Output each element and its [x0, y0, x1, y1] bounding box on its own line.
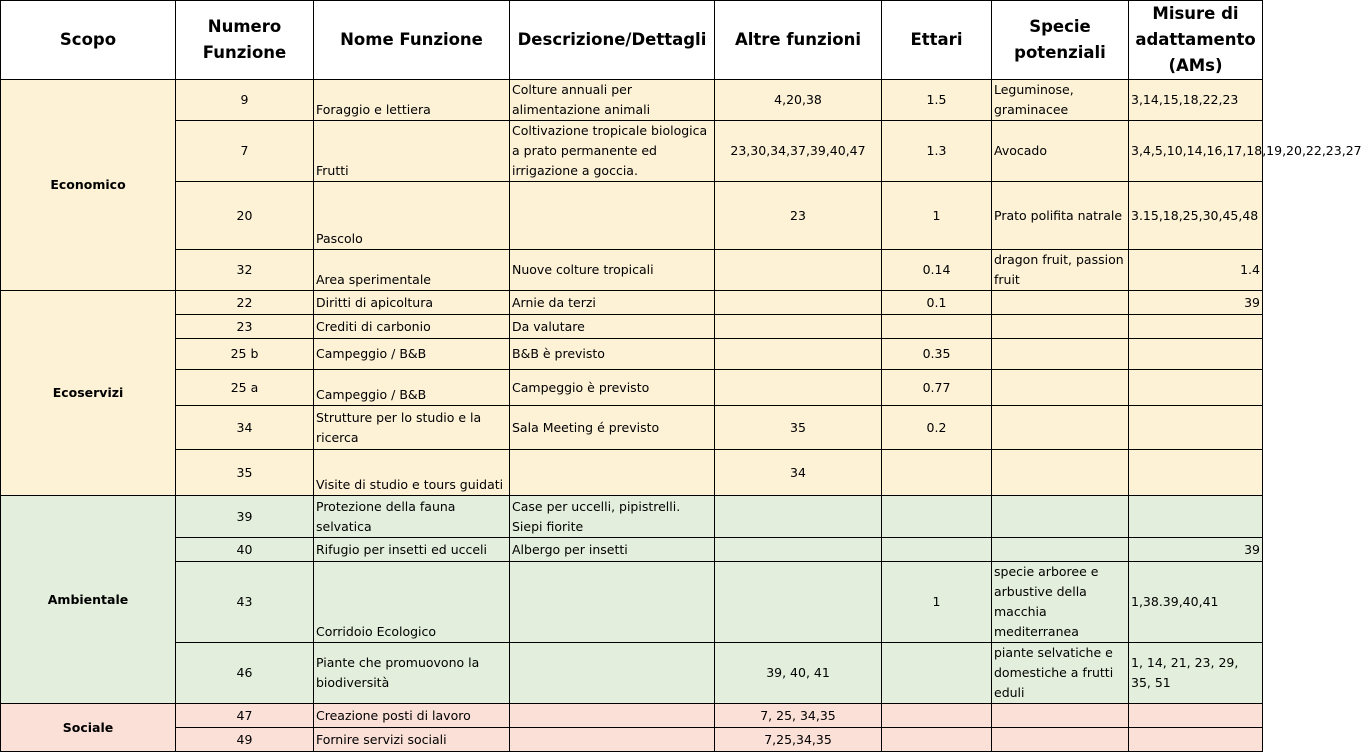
cell-descrizione: Sala Meeting é previsto: [510, 406, 715, 450]
cell-ettari: 1.3: [882, 121, 992, 182]
cell-misure: [1129, 339, 1263, 370]
cell-descrizione: [510, 182, 715, 250]
cell-numero: 25 b: [176, 339, 314, 370]
cell-ettari: [882, 728, 992, 752]
cell-nome: Creazione posti di lavoro: [314, 704, 510, 728]
cell-misure: 3.15,18,25,30,45,48: [1129, 182, 1263, 250]
cell-misure: [1129, 406, 1263, 450]
cell-altre: 7,25,34,35: [715, 728, 882, 752]
cell-numero: 47: [176, 704, 314, 728]
cell-numero: 40: [176, 538, 314, 562]
cell-ettari: 1: [882, 562, 992, 643]
table-row: [1, 250, 1263, 291]
cell-altre: [715, 538, 882, 562]
cell-descrizione: Campeggio è previsto: [510, 370, 715, 406]
cell-specie: [992, 704, 1129, 728]
cell-nome: Campeggio / B&B: [314, 370, 510, 406]
cell-altre: 7, 25, 34,35: [715, 704, 882, 728]
header-descrizione: Descrizione/Dettagli: [510, 1, 715, 80]
cell-descrizione: Albergo per insetti: [510, 538, 715, 562]
cell-numero: 35: [176, 450, 314, 496]
cell-nome: Pascolo: [314, 182, 510, 250]
cell-misure: [1129, 450, 1263, 496]
cell-misure: [1129, 370, 1263, 406]
cell-misure: 3,4,5,10,14,16,17,18,19,20,22,23,27: [1129, 121, 1263, 182]
cell-altre: [715, 370, 882, 406]
table-row: [1, 291, 1263, 315]
cell-altre: 35: [715, 406, 882, 450]
header-row: [1, 1, 1263, 80]
cell-specie: [992, 538, 1129, 562]
cell-nome: Strutture per lo studio e la ricerca: [314, 406, 510, 450]
table-row: [1, 315, 1263, 339]
cell-nome: Foraggio e lettiera: [314, 80, 510, 121]
table-row: [1, 704, 1263, 728]
cell-ettari: 1.5: [882, 80, 992, 121]
cell-nome: Crediti di carbonio: [314, 315, 510, 339]
cell-numero: 34: [176, 406, 314, 450]
header-altre: Altre funzioni: [715, 1, 882, 80]
cell-descrizione: Colture annuali per alimentazione animali: [510, 80, 715, 121]
cell-ettari: 0.14: [882, 250, 992, 291]
table-row: [1, 406, 1263, 450]
cell-misure: 1, 14, 21, 23, 29, 35, 51: [1129, 643, 1263, 704]
table-row: [1, 370, 1263, 406]
cell-numero: 39: [176, 496, 314, 538]
cell-ettari: [882, 643, 992, 704]
cell-specie: piante selvatiche e domestiche a frutti eduli: [992, 643, 1129, 704]
cell-nome: Protezione della fauna selvatica: [314, 496, 510, 538]
cell-descrizione: [510, 562, 715, 643]
cell-specie: [992, 728, 1129, 752]
cell-ettari: 0.1: [882, 291, 992, 315]
cell-nome: Corridoio Ecologico: [314, 562, 510, 643]
cell-ettari: [882, 538, 992, 562]
cell-misure: [1129, 704, 1263, 728]
table-row: [1, 538, 1263, 562]
cell-descrizione: B&B è previsto: [510, 339, 715, 370]
table-row: [1, 182, 1263, 250]
table-row: [1, 496, 1263, 538]
cell-descrizione: Da valutare: [510, 315, 715, 339]
cell-numero: 25 a: [176, 370, 314, 406]
cell-altre: [715, 339, 882, 370]
table-row: [1, 450, 1263, 496]
cell-ettari: [882, 704, 992, 728]
cell-specie: specie arboree e arbustive della macchia mediterranea: [992, 562, 1129, 643]
cell-altre: [715, 315, 882, 339]
table-row: [1, 80, 1263, 121]
group-ecoservizi: Ecoservizi: [1, 291, 176, 496]
table-row: [1, 121, 1263, 182]
cell-ettari: 0.35: [882, 339, 992, 370]
cell-specie: [992, 496, 1129, 538]
cell-misure: [1129, 728, 1263, 752]
cell-descrizione: Arnie da terzi: [510, 291, 715, 315]
cell-descrizione: [510, 450, 715, 496]
cell-altre: 23,30,34,37,39,40,47: [715, 121, 882, 182]
cell-misure: [1129, 496, 1263, 538]
table-row: [1, 643, 1263, 704]
cell-altre: [715, 496, 882, 538]
cell-descrizione: Case per uccelli, pipistrelli. Siepi fiorite: [510, 496, 715, 538]
cell-numero: 20: [176, 182, 314, 250]
cell-ettari: 0.77: [882, 370, 992, 406]
table-row: [1, 562, 1263, 643]
cell-nome: Rifugio per insetti ed ucceli: [314, 538, 510, 562]
cell-descrizione: [510, 704, 715, 728]
cell-misure: 3,14,15,18,22,23: [1129, 80, 1263, 121]
cell-nome: Campeggio / B&B: [314, 339, 510, 370]
cell-nome: Visite di studio e tours guidati: [314, 450, 510, 496]
cell-descrizione: Coltivazione tropicale biologica a prato permanente ed irrigazione a goccia.: [510, 121, 715, 182]
cell-specie: Leguminose, graminacee: [992, 80, 1129, 121]
cell-specie: [992, 291, 1129, 315]
cell-misure: 39: [1129, 538, 1263, 562]
group-sociale: Sociale: [1, 704, 176, 752]
cell-nome: Area sperimentale: [314, 250, 510, 291]
cell-ettari: 1: [882, 182, 992, 250]
cell-altre: [715, 562, 882, 643]
cell-numero: 46: [176, 643, 314, 704]
header-numero: Numero Funzione: [176, 1, 314, 80]
cell-specie: [992, 315, 1129, 339]
cell-specie: [992, 339, 1129, 370]
cell-misure: 1,38.39,40,41: [1129, 562, 1263, 643]
cell-numero: 9: [176, 80, 314, 121]
cell-nome: Fornire servizi sociali: [314, 728, 510, 752]
cell-nome: Frutti: [314, 121, 510, 182]
cell-ettari: 0.2: [882, 406, 992, 450]
header-specie: Specie potenziali: [992, 1, 1129, 80]
cell-specie: [992, 370, 1129, 406]
cell-altre: [715, 291, 882, 315]
cell-altre: 4,20,38: [715, 80, 882, 121]
cell-numero: 32: [176, 250, 314, 291]
cell-misure: [1129, 315, 1263, 339]
cell-ettari: [882, 450, 992, 496]
cell-ettari: [882, 315, 992, 339]
cell-nome: Diritti di apicoltura: [314, 291, 510, 315]
cell-numero: 7: [176, 121, 314, 182]
group-economico: Economico: [1, 80, 176, 291]
cell-numero: 49: [176, 728, 314, 752]
cell-altre: 34: [715, 450, 882, 496]
cell-altre: 23: [715, 182, 882, 250]
table-row: [1, 339, 1263, 370]
cell-nome: Piante che promuovono la biodiversità: [314, 643, 510, 704]
header-nome: Nome Funzione: [314, 1, 510, 80]
cell-specie: [992, 406, 1129, 450]
header-ettari: Ettari: [882, 1, 992, 80]
group-ambientale: Ambientale: [1, 496, 176, 704]
header-misure: Misure di adattamento (AMs): [1129, 1, 1263, 80]
cell-specie: Avocado: [992, 121, 1129, 182]
cell-descrizione: [510, 728, 715, 752]
cell-descrizione: Nuove colture tropicali: [510, 250, 715, 291]
cell-specie: [992, 450, 1129, 496]
cell-misure: 39: [1129, 291, 1263, 315]
cell-numero: 22: [176, 291, 314, 315]
cell-numero: 43: [176, 562, 314, 643]
cell-ettari: [882, 496, 992, 538]
cell-numero: 23: [176, 315, 314, 339]
cell-misure: 1.4: [1129, 250, 1263, 291]
cell-specie: dragon fruit, passion fruit: [992, 250, 1129, 291]
cell-descrizione: [510, 643, 715, 704]
cell-altre: [715, 250, 882, 291]
header-scopo: Scopo: [1, 1, 176, 80]
table-row: [1, 728, 1263, 752]
cell-specie: Prato polifita natrale: [992, 182, 1129, 250]
cell-altre: 39, 40, 41: [715, 643, 882, 704]
